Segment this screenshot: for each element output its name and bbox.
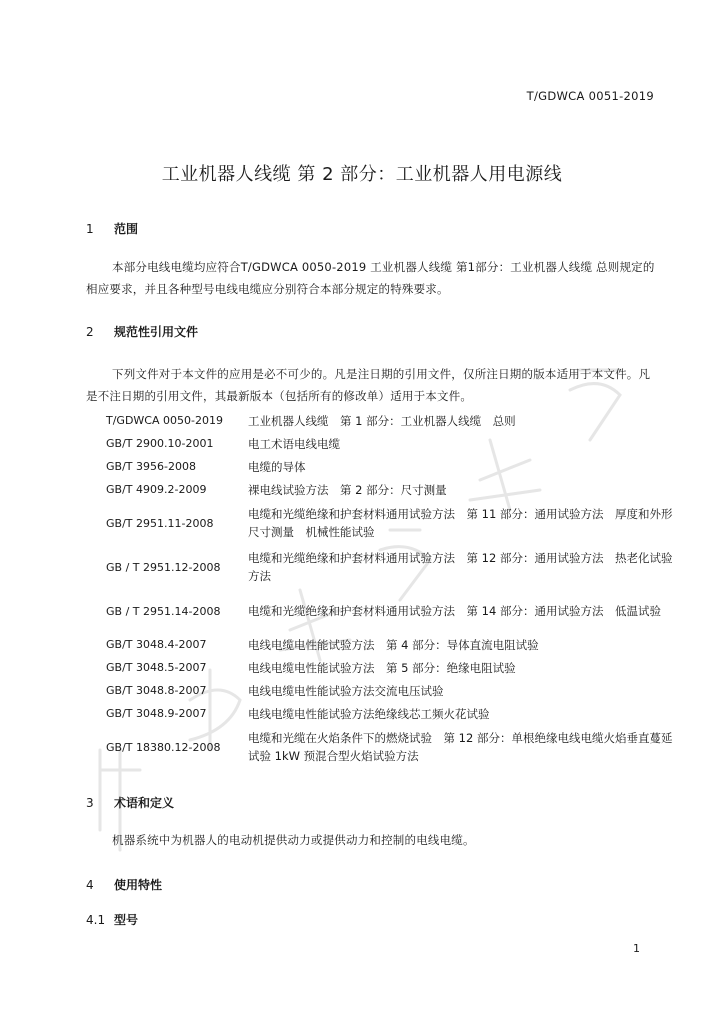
reference-row	[106, 702, 676, 725]
reference-row	[106, 501, 676, 545]
reference-title: 电缆和光缆在火焰条件下的燃烧试验 第 12 部分：单根绝缘电线电缆火焰垂直蔓延试验 1kW 预混合型火焰试验方法	[248, 731, 673, 763]
reference-code: GB/T 3956-2008	[106, 460, 196, 473]
reference-title: 电线电缆电性能试验方法 第 5 部分：绝缘电阻试验	[248, 660, 516, 675]
reference-title: 工业机器人线缆 第 1 部分：工业机器人线缆 总则	[248, 413, 516, 428]
section-number: 3	[86, 796, 94, 810]
reference-row	[106, 478, 676, 501]
section-1-heading	[86, 220, 138, 237]
reference-code: GB/T 3048.9-2007	[106, 707, 207, 720]
paragraph: 机器系统中为机器人的电动机提供动力或提供动力和控制的电线电缆。	[112, 833, 475, 847]
reference-title: 电缆和光缆绝缘和护套材料通用试验方法 第 14 部分：通用试验方法 低温试验	[248, 604, 661, 618]
paragraph: 本部分电线电缆均应符合T/GDWCA 0050-2019 工业机器人线缆 第1部分：工业机器人线缆 总则规定的相应要求，并且各种型号电线电缆应分别符合本部分规定的特殊要求。	[86, 260, 655, 296]
section-title: 规范性引用文件	[114, 325, 199, 339]
section-4-heading	[86, 876, 162, 893]
reference-code: GB / T 2951.14-2008	[106, 604, 221, 618]
section-2-intro	[86, 363, 658, 407]
normative-references-list	[106, 409, 676, 769]
page-number: 1	[633, 942, 640, 955]
reference-code: GB/T 4909.2-2009	[106, 483, 207, 496]
reference-row	[106, 545, 676, 589]
section-4-1-heading	[86, 911, 138, 928]
reference-row	[106, 589, 676, 633]
section-number: 4	[86, 878, 94, 892]
section-2-heading	[86, 323, 198, 340]
reference-title: 电线电缆电性能试验方法交流电压试验	[248, 683, 444, 698]
reference-row	[106, 455, 676, 478]
reference-row	[106, 679, 676, 702]
reference-row	[106, 432, 676, 455]
reference-title: 裸电线试验方法 第 2 部分：尺寸测量	[248, 482, 447, 497]
section-number: 2	[86, 325, 94, 339]
reference-code: GB/T 2951.11-2008	[106, 516, 214, 530]
document-code: T/GDWCA 0051-2019	[526, 89, 654, 103]
reference-code: T/GDWCA 0050-2019	[106, 414, 223, 427]
reference-row	[106, 409, 676, 432]
reference-title: 电线电缆电性能试验方法 第 4 部分：导体直流电阻试验	[248, 637, 539, 652]
reference-code: GB/T 18380.12-2008	[106, 740, 221, 754]
section-title: 范围	[114, 222, 139, 236]
section-title: 术语和定义	[114, 796, 175, 810]
section-title: 使用特性	[114, 878, 163, 892]
reference-title: 电缆和光缆绝缘和护套材料通用试验方法 第 11 部分：通用试验方法 厚度和外形尺寸测量 机械性能试验	[248, 507, 673, 539]
section-number: 1	[86, 222, 94, 236]
reference-title: 电缆的导体	[248, 459, 306, 474]
reference-title: 电缆和光缆绝缘和护套材料通用试验方法 第 12 部分：通用试验方法 热老化试验方法	[248, 551, 673, 583]
section-3-body	[86, 829, 658, 851]
reference-title: 电工术语电线电缆	[248, 436, 340, 451]
section-1-body	[86, 256, 658, 300]
reference-row	[106, 725, 676, 769]
reference-row	[106, 656, 676, 679]
reference-title: 电线电缆电性能试验方法绝缘线芯工频火花试验	[248, 706, 490, 721]
reference-code: GB/T 3048.5-2007	[106, 661, 207, 674]
reference-row	[106, 633, 676, 656]
reference-code: GB / T 2951.12-2008	[106, 560, 221, 574]
reference-code: GB/T 2900.10-2001	[106, 437, 214, 450]
paragraph: 下列文件对于本文件的应用是必不可少的。凡是注日期的引用文件，仅所注日期的版本适用于本文件。凡是不注日期的引用文件，其最新版本（包括所有的修改单）适用于本文件。	[86, 367, 651, 403]
document-title: 工业机器人线缆 第 2 部分：工业机器人用电源线	[161, 164, 563, 185]
section-number: 4.1	[86, 913, 106, 927]
section-title: 型号	[114, 913, 139, 927]
reference-code: GB/T 3048.8-2007	[106, 684, 207, 697]
section-3-heading	[86, 794, 174, 811]
reference-code: GB/T 3048.4-2007	[106, 638, 207, 651]
